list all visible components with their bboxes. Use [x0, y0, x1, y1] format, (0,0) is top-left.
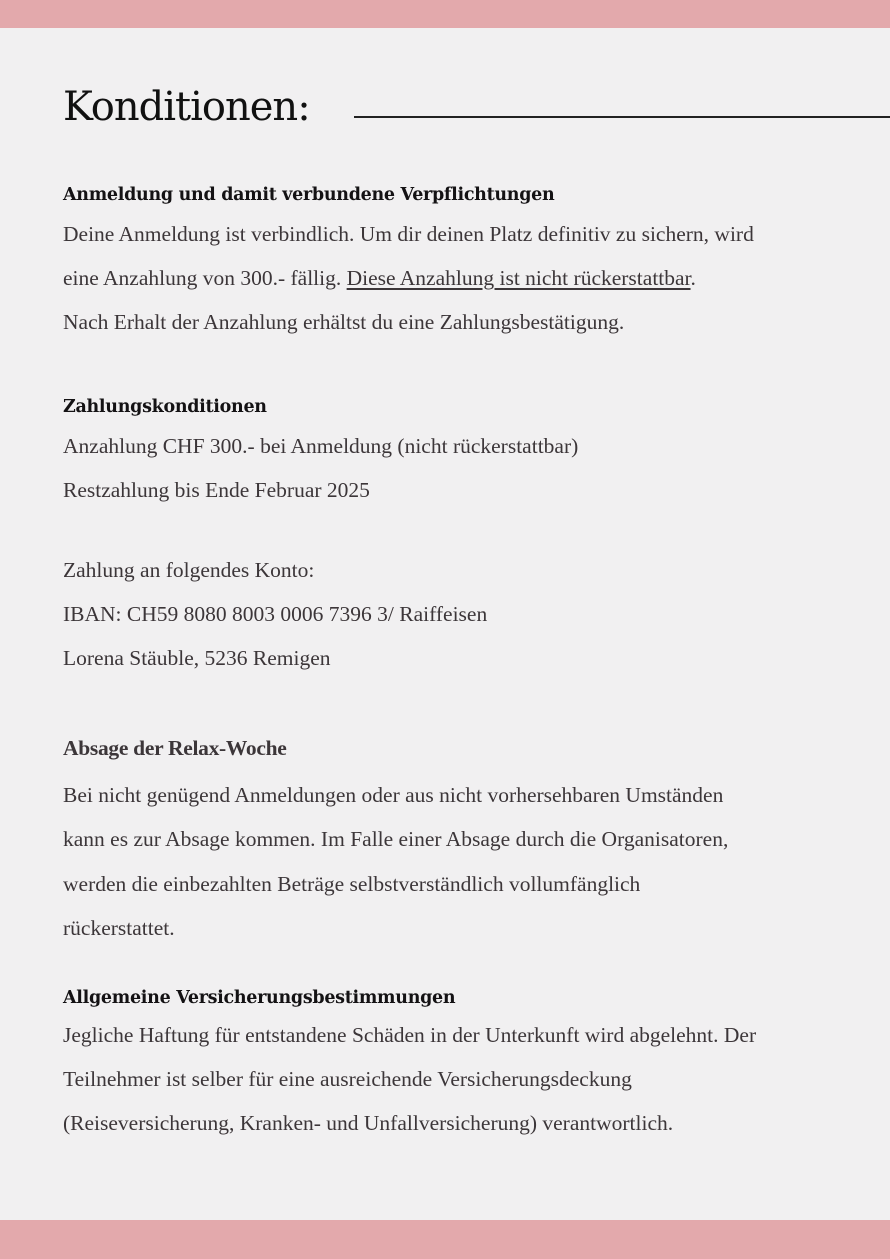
konto-iban: IBAN: CH59 8080 8003 0006 7396 3/ Raiffeisen [63, 602, 488, 626]
anmeldung-line-3: Nach Erhalt der Anzahlung erhältst du eine Zahlungsbestätigung. [63, 310, 625, 334]
anmeldung-line-2 [63, 256, 843, 300]
section-heading-zahlungskonditionen: Zahlungskonditionen [63, 397, 267, 417]
bottom-accent-band [0, 1220, 890, 1259]
section-versicherung [63, 985, 843, 1145]
section-zahlungskonditionen [63, 394, 843, 512]
absage-line-4: rückerstattet. [63, 916, 175, 940]
versicherung-line-3: (Reiseversicherung, Kranken- und Unfallversicherung) verantwortlich. [63, 1111, 674, 1135]
title-divider-line [354, 116, 890, 118]
versicherung-line-2: Teilnehmer ist selber für eine ausreichende Versicherungsdeckung [63, 1067, 632, 1091]
konto-holder: Lorena Stäuble, 5236 Remigen [63, 646, 331, 670]
absage-line-2: kann es zur Absage kommen. Im Falle einer Absage durch die Organisatoren, [63, 827, 729, 851]
anmeldung-line-2-prefix: eine Anzahlung von 300.- fällig. [63, 266, 347, 290]
zahlung-line-1: Anzahlung CHF 300.- bei Anmeldung (nicht rückerstattbar) [63, 434, 579, 458]
zahlung-line-2: Restzahlung bis Ende Februar 2025 [63, 478, 370, 502]
section-heading-versicherung: Allgemeine Versicherungsbestimmungen [63, 988, 456, 1008]
konto-line-1: Zahlung an folgendes Konto: [63, 558, 315, 582]
section-absage [63, 726, 841, 951]
versicherung-line-1: Jegliche Haftung für entstandene Schäden in der Unterkunft wird abgelehnt. Der [63, 1023, 757, 1047]
absage-line-1: Bei nicht genügend Anmeldungen oder aus nicht vorhersehbaren Umständen [63, 782, 724, 807]
absage-line-3: werden die einbezahlten Beträge selbstverständlich vollumfänglich [63, 871, 641, 896]
section-heading-absage: Absage der Relax-Woche [63, 736, 287, 760]
anmeldung-line-2-suffix: . [690, 266, 696, 290]
top-accent-band [0, 0, 890, 28]
section-anmeldung [63, 182, 843, 344]
non-refundable-notice: Diese Anzahlung ist nicht rückerstattbar [346, 266, 691, 290]
anmeldung-line-1: Deine Anmeldung ist verbindlich. Um dir deinen Platz definitiv zu sichern, wird [63, 222, 754, 246]
page-title: Konditionen: [63, 84, 310, 130]
section-heading-anmeldung: Anmeldung und damit verbundene Verpflichtungen [63, 185, 555, 205]
section-konto [63, 548, 843, 680]
